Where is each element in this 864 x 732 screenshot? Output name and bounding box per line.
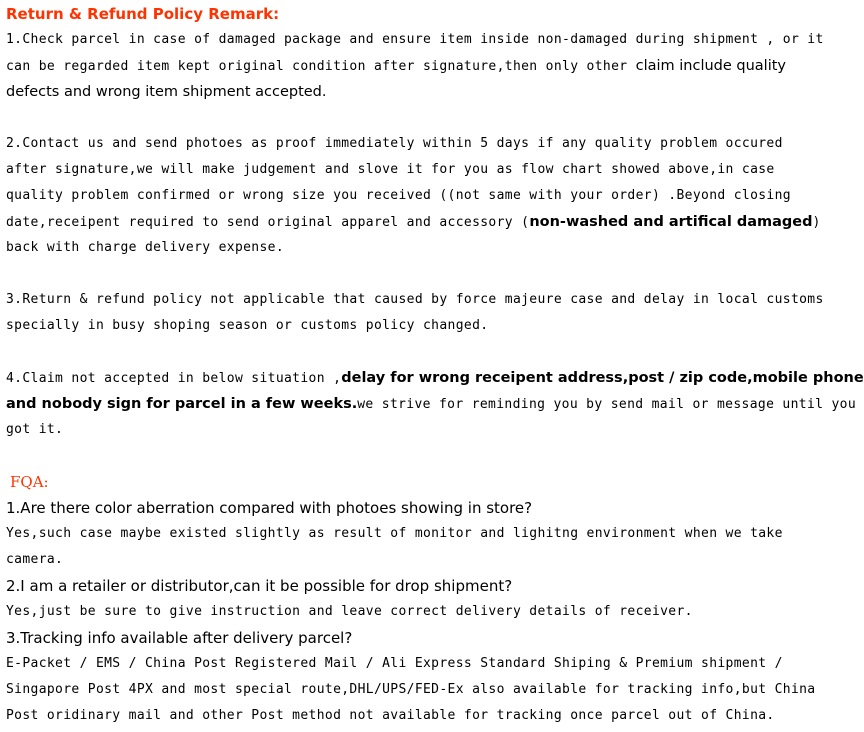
policy-item-2-line-1: 2.Contact us and send photoes as proof immediately within 5 days if any quality problem occured: [6, 136, 783, 151]
policy-item-2-line-4: [6, 212, 821, 232]
policy-item-4-line-2-text: we strive for reminding you by send mail or message until you: [357, 397, 857, 412]
fqa-title: FQA:: [10, 473, 49, 491]
policy-item-3-line-2: specially in busy shoping season or customs policy changed.: [6, 318, 489, 333]
fqa-answer-1-line-1: Yes,such case maybe existed slightly as result of monitor and lighitng environment when we take: [6, 526, 783, 541]
fqa-question-1: 1.Are there color aberration compared with photoes showing in store?: [6, 499, 533, 517]
policy-item-4-line-3: got it.: [6, 422, 64, 437]
policy-item-1-line-2: [6, 56, 786, 76]
policy-item-4-line-2-emphasis: and nobody sign for parcel in a few weeks.: [6, 396, 358, 412]
policy-item-1-line-1: 1.Check parcel in case of damaged package and ensure item inside non-damaged during shipment , or it: [6, 32, 824, 47]
policy-item-2-line-4-emphasis: non-washed and artifical damaged: [529, 214, 813, 230]
policy-item-1-line-2-text: can be regarded item kept original condition after signature,then only other: [6, 59, 636, 74]
fqa-question-3: 3.Tracking info available after delivery parcel?: [6, 629, 353, 647]
policy-item-4-line-1-emphasis: delay for wrong receipent address,post / zip code,mobile phone: [341, 370, 864, 386]
fqa-answer-2: Yes,just be sure to give instruction and leave correct delivery details of receiver.: [6, 604, 693, 619]
fqa-answer-3-line-3: Post oridinary mail and other Post method not available for tracking once parcel out of China.: [6, 708, 775, 723]
policy-item-4-line-1: [6, 368, 864, 388]
fqa-answer-3-line-1: E-Packet / EMS / China Post Registered Mail / Ali Express Standard Shiping & Premium shipment /: [6, 656, 783, 671]
policy-item-1-line-3: defects and wrong item shipment accepted.: [6, 84, 327, 100]
policy-item-2-line-4-close: ): [812, 215, 821, 230]
policy-item-4-line-2: [6, 394, 856, 414]
policy-item-2-line-5: back with charge delivery expense.: [6, 240, 285, 255]
fqa-question-2: 2.I am a retailer or distributor,can it be possible for drop shipment?: [6, 577, 513, 595]
fqa-answer-3-line-2: Singapore Post 4PX and most special route,DHL/UPS/FED-Ex also available for tracking info,but China: [6, 682, 816, 697]
policy-title: Return & Refund Policy Remark:: [6, 5, 280, 23]
policy-item-2-line-2: after signature,we will make judgement and slove it for you as flow chart showed above,in case: [6, 162, 775, 177]
policy-item-4-line-1-text: 4.Claim not accepted in below situation ,: [6, 371, 342, 386]
policy-item-2-line-4-text: date,receipent required to send original apparel and accessory (: [6, 215, 530, 230]
policy-item-3-line-1: 3.Return & refund policy not applicable that caused by force majeure case and delay in local customs: [6, 292, 824, 307]
policy-item-2-line-3: quality problem confirmed or wrong size you received ((not same with your order) .Beyond closing: [6, 188, 791, 203]
fqa-answer-1-line-2: camera.: [6, 552, 64, 567]
policy-item-1-line-2-emphasis: claim include quality: [635, 58, 787, 74]
